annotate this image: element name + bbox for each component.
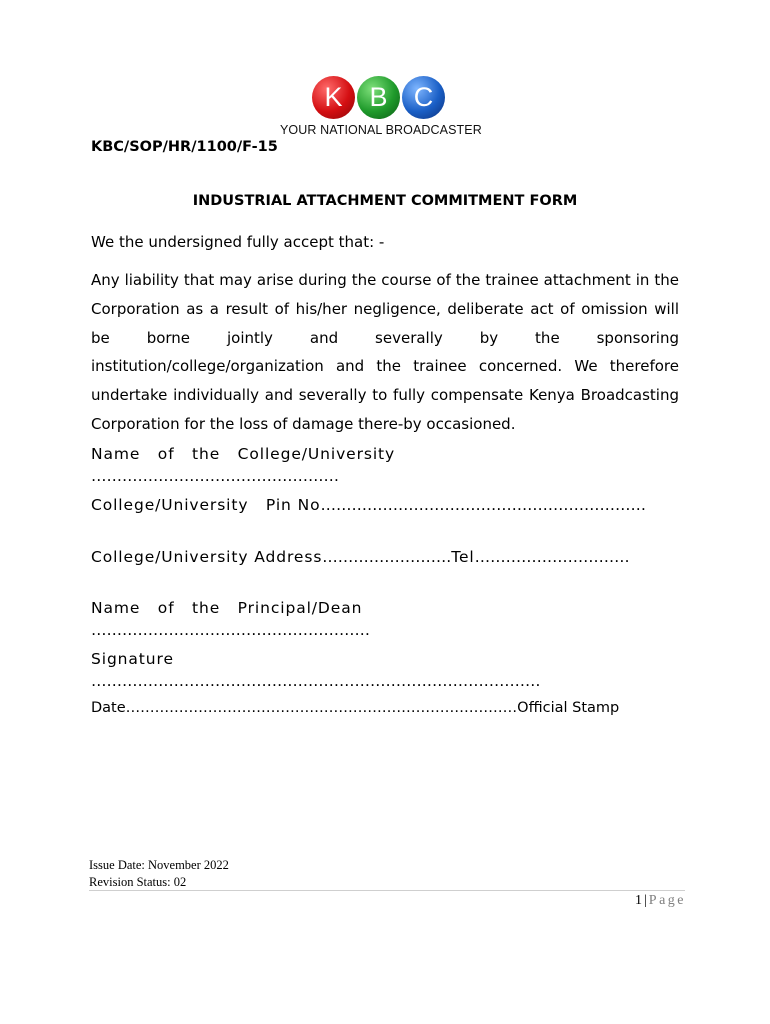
page-number [635,893,686,909]
kbc-logo [276,74,486,144]
footer-divider [89,890,685,891]
signature-label: Signature [91,650,174,668]
page-separator: | [643,893,647,908]
document-reference: KBC/SOP/HR/1100/F-15 [91,139,278,155]
tel-label: Tel [451,548,475,566]
signature-field[interactable] [91,648,681,692]
logo-letter-k: K [312,76,355,119]
address-field[interactable] [91,546,681,568]
signature-dots: …………………………………………………………………………… [91,672,541,690]
logo-tagline: YOUR NATIONAL BROADCASTER [280,123,482,137]
principal-dots: ……………………………………………… [91,621,370,639]
college-name-label: Name of the College/University [91,445,396,463]
college-name-field[interactable] [91,443,681,487]
intro-line: We the undersigned fully accept that: - [91,233,385,251]
pin-label: College/University Pin No [91,496,321,514]
address-label: College/University Address [91,548,323,566]
tel-dots: ………………………… [474,548,630,566]
pin-dots: ……………………………………………………… [320,496,646,514]
principal-label: Name of the Principal/Dean [91,599,363,617]
date-field[interactable] [91,699,681,717]
page-word: Page [648,893,686,908]
logo-letter-b: B [357,76,400,119]
date-label: Date [91,700,126,716]
principal-field[interactable] [91,597,681,641]
form-title: INDUSTRIAL ATTACHMENT COMMITMENT FORM [192,193,578,209]
date-dots: ……………………………………………………………………… [125,700,518,716]
pin-field[interactable] [91,494,681,516]
document-footer [89,857,229,891]
official-stamp-label: Official Stamp [517,700,620,716]
issue-date: Issue Date: November 2022 [89,858,229,872]
page-number-value: 1 [634,893,642,908]
college-name-dots: ………………………………………… [91,467,339,485]
liability-paragraph: Any liability that may arise during the course of the trainee attachment in the Corporation as a result of his/her negligence, deliberate act of omission will be borne jointly and severally by the sponsoring institution/college/organization and the trainee concerned. We therefore undertake individually and severally to fully compensate Kenya Broadcasting Corporation for the loss of damage there-by occasioned. [91,271,679,433]
address-dots: ……………………. [322,548,452,566]
logo-letter-c: C [402,76,445,119]
revision-status: Revision Status: 02 [89,875,187,889]
